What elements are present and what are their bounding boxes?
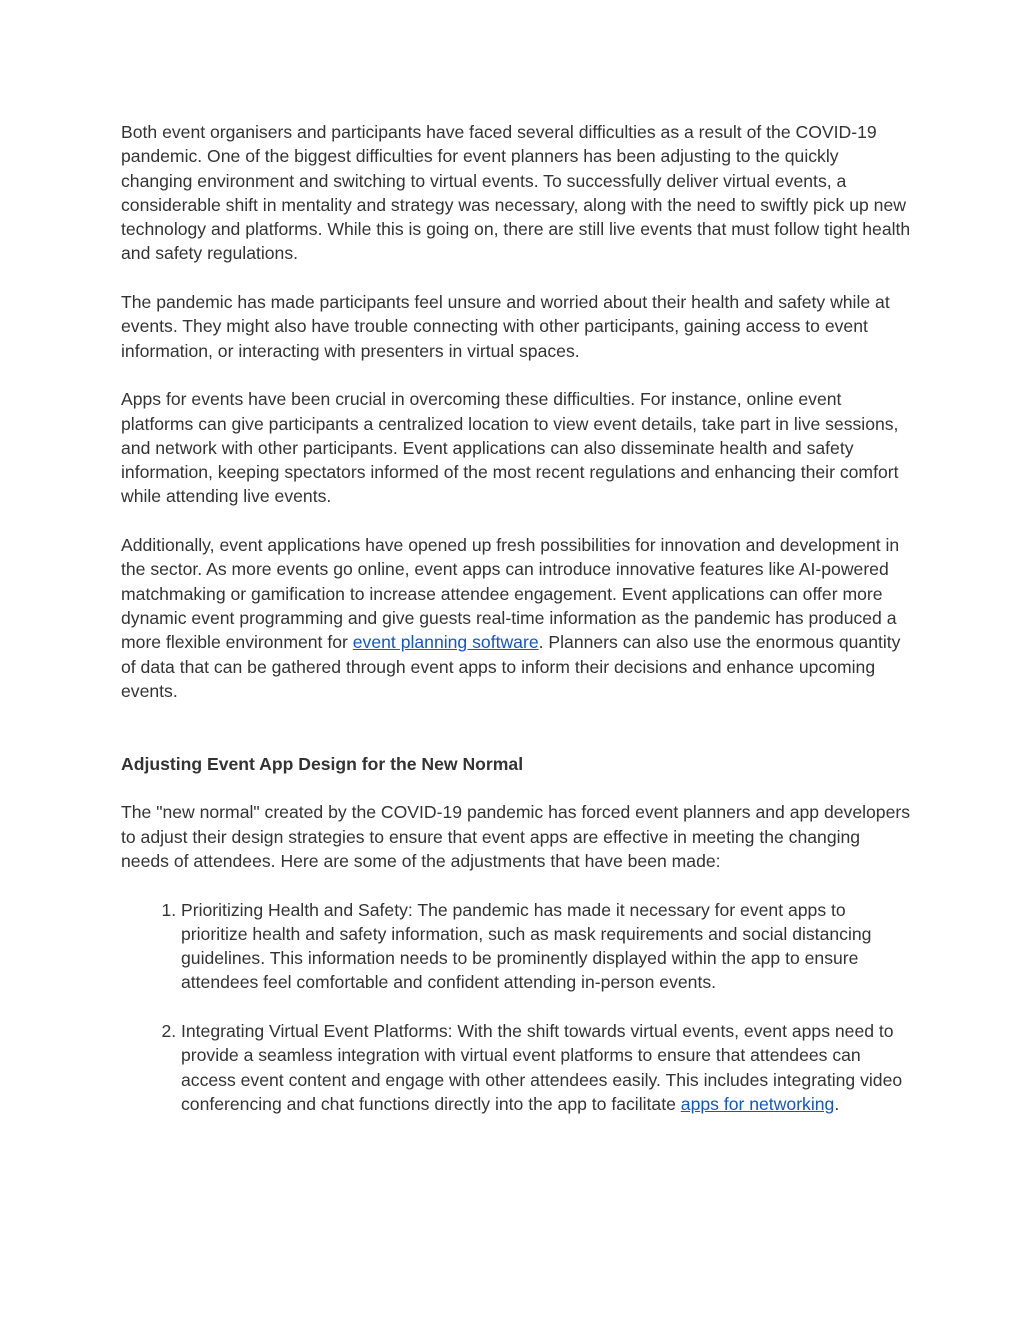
paragraph-4-text-before: Additionally, event applications have opened up fresh possibilities for innovation and development in the sector. As more events go online, event apps can introduce innovative features like AI-powered matchmaking or gamification to increase attendee engagement. Event applications can offer more dynamic event programming and give guests real-time information as the pandemic has produced a more flexible environment for [121, 535, 900, 653]
list-item-text-before: Integrating Virtual Event Platforms: With the shift towards virtual events, event apps need to provide a seamless integration with virtual event platforms to ensure that attendees can access event content and engage with other attendees easily. This includes integrating video conferencing and chat functions directly into the app to facilitate [181, 1020, 903, 1114]
list-item [181, 1019, 911, 1116]
paragraph-4-text-after: . Planners can also use the enormous quantity of data that can be gathered through event apps to inform their decisions and enhance upcoming events. [121, 632, 901, 701]
document-page [121, 120, 911, 1116]
paragraph-2: The pandemic has made participants feel unsure and worried about their health and safety while at events. They might also have trouble connecting with other participants, gaining access to event information, or interacting with presenters in virtual spaces. [121, 292, 890, 361]
apps-for-networking-link[interactable]: apps for networking [680, 1093, 835, 1114]
paragraph-3: Apps for events have been crucial in overcoming these difficulties. For instance, online event platforms can give participants a centralized location to view event details, take part in live sessions, and network with other participants. Event applications can also disseminate health and safety information, keeping spectators informed of the most recent regulations and enhancing their comfort while attending live events. [121, 389, 899, 507]
paragraph-1: Both event organisers and participants have faced several difficulties as a result of the COVID-19 pandemic. One of the biggest difficulties for event planners has been adjusting to the quickly changing environment and switching to virtual events. To successfully deliver virtual events, a considerable shift in mentality and strategy was necessary, along with the need to swiftly pick up new technology and platforms. While this is going on, there are still live events that must follow tight health and safety regulations. [121, 122, 911, 264]
adjustments-list [121, 898, 911, 1117]
list-item-text-after: . [834, 1093, 840, 1114]
list-item [181, 898, 911, 995]
list-item-text: Prioritizing Health and Safety: The pandemic has made it necessary for event apps to prioritize health and safety information, such as mask requirements and social distancing guidelines. This information needs to be prominently displayed within the app to ensure attendees feel comfortable and confident attending in-person events. [181, 899, 872, 993]
event-planning-software-link[interactable]: event planning software [352, 632, 539, 653]
paragraph-4 [121, 533, 911, 703]
section-heading: Adjusting Event App Design for the New Normal [121, 753, 524, 774]
section-intro: The "new normal" created by the COVID-19 pandemic has forced event planners and app developers to adjust their design strategies to ensure that event apps are effective in meeting the changing needs of attendees. Here are some of the adjustments that have been made: [121, 802, 911, 871]
